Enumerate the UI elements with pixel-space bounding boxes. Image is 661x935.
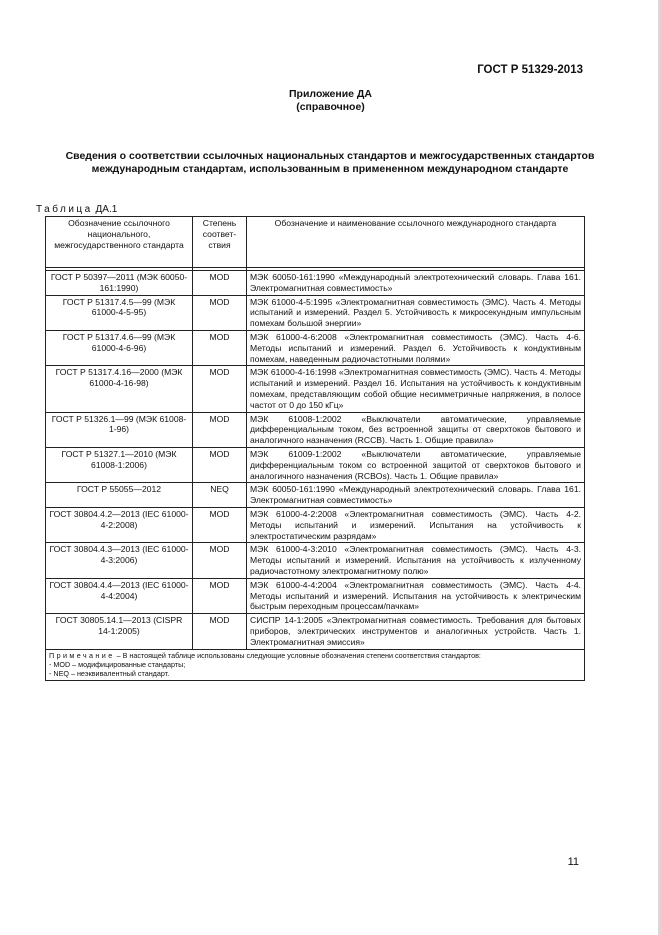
degree-cell: MOD bbox=[193, 543, 247, 578]
table-caption bbox=[36, 204, 117, 215]
table-row bbox=[46, 366, 585, 412]
international-standard-cell: МЭК 61000-4-5:1995 «Электромагнитная совместимость (ЭМС). Часть 4. Методы испытаний и измерений. Раздел 5. Устойчивость к микросекундным импульсным помехам большой энергии» bbox=[247, 295, 585, 330]
table-header-row bbox=[46, 217, 585, 268]
table-row bbox=[46, 447, 585, 482]
appendix-title-block bbox=[0, 88, 661, 114]
national-standard-cell: ГОСТ Р 51327.1—2010 (МЭК 61008-1:2006) bbox=[46, 447, 193, 482]
note-first-line bbox=[49, 651, 581, 660]
international-standard-cell: СИСПР 14-1:2005 «Электромагнитная совместимость. Требования для бытовых приборов, электрических инструментов и аналогичных устройств. Часть 1. Электромагнитная эмиссия» bbox=[247, 614, 585, 649]
section-heading: Сведения о соответствии ссылочных национальных стандартов и межгосударственных стандартов международным стандартам, использованным в примененном международном стандарте bbox=[65, 150, 595, 175]
national-standard-cell: ГОСТ 30804.4.4—2013 (IEC 61000-4-4:2004) bbox=[46, 578, 193, 613]
table-note-row bbox=[46, 649, 585, 680]
national-standard-cell: ГОСТ Р 51326.1—99 (МЭК 61008-1-96) bbox=[46, 412, 193, 447]
international-standard-cell: МЭК 61000-4-16:1998 «Электромагнитная совместимость (ЭМС). Часть 4. Методы испытаний и измерений. Раздел 16. Испытания на устойчивость к кондуктивным помехам, представляющим собой общие несимметричные напряжения, в полосе частот от 0 до 150 кГц» bbox=[247, 366, 585, 412]
table-row bbox=[46, 412, 585, 447]
national-standard-cell: ГОСТ Р 51317.4.5—99 (МЭК 61000-4-5-95) bbox=[46, 295, 193, 330]
standards-table bbox=[45, 216, 585, 681]
page-number: 11 bbox=[567, 856, 579, 868]
table-caption-id: ДА.1 bbox=[95, 204, 118, 215]
degree-cell: MOD bbox=[193, 578, 247, 613]
degree-cell: MOD bbox=[193, 614, 247, 649]
appendix-title: Приложение ДА bbox=[289, 88, 372, 100]
international-standard-cell: МЭК 61009-1:2002 «Выключатели автоматические, управляемые дифференциальным током со встроенной защитой от сверхтоков бытового и аналогичного назначения (RCBOs). Часть 1. Общие правила» bbox=[247, 447, 585, 482]
national-standard-cell: ГОСТ 30804.4.3—2013 (IEC 61000-4-3:2006) bbox=[46, 543, 193, 578]
column-header-international: Обозначение и наименование ссылочного международного стандарта bbox=[247, 217, 585, 268]
international-standard-cell: МЭК 60050-161:1990 «Международный электротехнический словарь. Глава 161. Электромагнитная совместимость» bbox=[247, 271, 585, 296]
national-standard-cell: ГОСТ Р 55055—2012 bbox=[46, 483, 193, 508]
table-row bbox=[46, 507, 585, 542]
column-header-degree: Степень соответ-ствия bbox=[193, 217, 247, 268]
column-header-national: Обозначение ссылочного национального, межгосударственного стандарта bbox=[46, 217, 193, 268]
degree-cell: MOD bbox=[193, 507, 247, 542]
table-caption-word: Таблица bbox=[36, 204, 93, 215]
international-standard-cell: МЭК 61000-4-2:2008 «Электромагнитная совместимость (ЭМС). Часть 4-2. Методы испытаний и измерений. Испытания на устойчивость к электростатическим разрядам» bbox=[247, 507, 585, 542]
note-text: – В настоящей таблице использованы следующие условные обозначения степени соответствия стандартов: bbox=[116, 650, 481, 660]
international-standard-cell: МЭК 61000-4-3:2010 «Электромагнитная совместимость (ЭМС). Часть 4-3. Методы испытаний и измерений. Испытания на устойчивость к излученному радиочастотному электромагнитному полю» bbox=[247, 543, 585, 578]
note-label: Примечание bbox=[49, 650, 115, 660]
national-standard-cell: ГОСТ Р 51317.4.16—2000 (МЭК 61000-4-16-98) bbox=[46, 366, 193, 412]
degree-cell: MOD bbox=[193, 447, 247, 482]
international-standard-cell: МЭК 61008-1:2002 «Выключатели автоматические, управляемые дифференциальным током, без встроенной защиты от сверхтоков бытового и аналогичного назначения (RCCB). Часть 1. Общие правила» bbox=[247, 412, 585, 447]
document-code: ГОСТ Р 51329-2013 bbox=[477, 64, 583, 76]
table-body bbox=[46, 271, 585, 681]
appendix-subtitle: (справочное) bbox=[296, 101, 365, 113]
table-row bbox=[46, 295, 585, 330]
international-standard-cell: МЭК 61000-4-6:2008 «Электромагнитная совместимость (ЭМС). Часть 4-6. Методы испытаний и измерений. Раздел 6. Устойчивость к кондуктивным помехам, наведенным радиочастотными полями» bbox=[247, 330, 585, 365]
national-standard-cell: ГОСТ 30805.14.1—2013 (CISPR 14-1:2005) bbox=[46, 614, 193, 649]
national-standard-cell: ГОСТ 30804.4.2—2013 (IEC 61000-4-2:2008) bbox=[46, 507, 193, 542]
table-note bbox=[46, 649, 585, 680]
degree-cell: MOD bbox=[193, 366, 247, 412]
degree-cell: MOD bbox=[193, 271, 247, 296]
national-standard-cell: ГОСТ Р 50397—2011 (МЭК 60050-161:1990) bbox=[46, 271, 193, 296]
table-row bbox=[46, 483, 585, 508]
table-row bbox=[46, 578, 585, 613]
table-row bbox=[46, 543, 585, 578]
degree-cell: NEQ bbox=[193, 483, 247, 508]
degree-cell: MOD bbox=[193, 295, 247, 330]
table-row bbox=[46, 614, 585, 649]
note-item: - NEQ – неэквивалентный стандарт. bbox=[49, 668, 170, 678]
international-standard-cell: МЭК 60050-161:1990 «Международный электротехнический словарь. Глава 161. Электромагнитная совместимость» bbox=[247, 483, 585, 508]
international-standard-cell: МЭК 61000-4-4:2004 «Электромагнитная совместимость (ЭМС). Часть 4-4. Методы испытаний и измерений. Испытания на устойчивость к электрическим быстрым переходным процессам/пачкам» bbox=[247, 578, 585, 613]
national-standard-cell: ГОСТ Р 51317.4.6—99 (МЭК 61000-4-6-96) bbox=[46, 330, 193, 365]
degree-cell: MOD bbox=[193, 330, 247, 365]
degree-cell: MOD bbox=[193, 412, 247, 447]
note-item: - MOD – модифицированные стандарты; bbox=[49, 659, 186, 669]
table-row bbox=[46, 330, 585, 365]
table-row bbox=[46, 271, 585, 296]
